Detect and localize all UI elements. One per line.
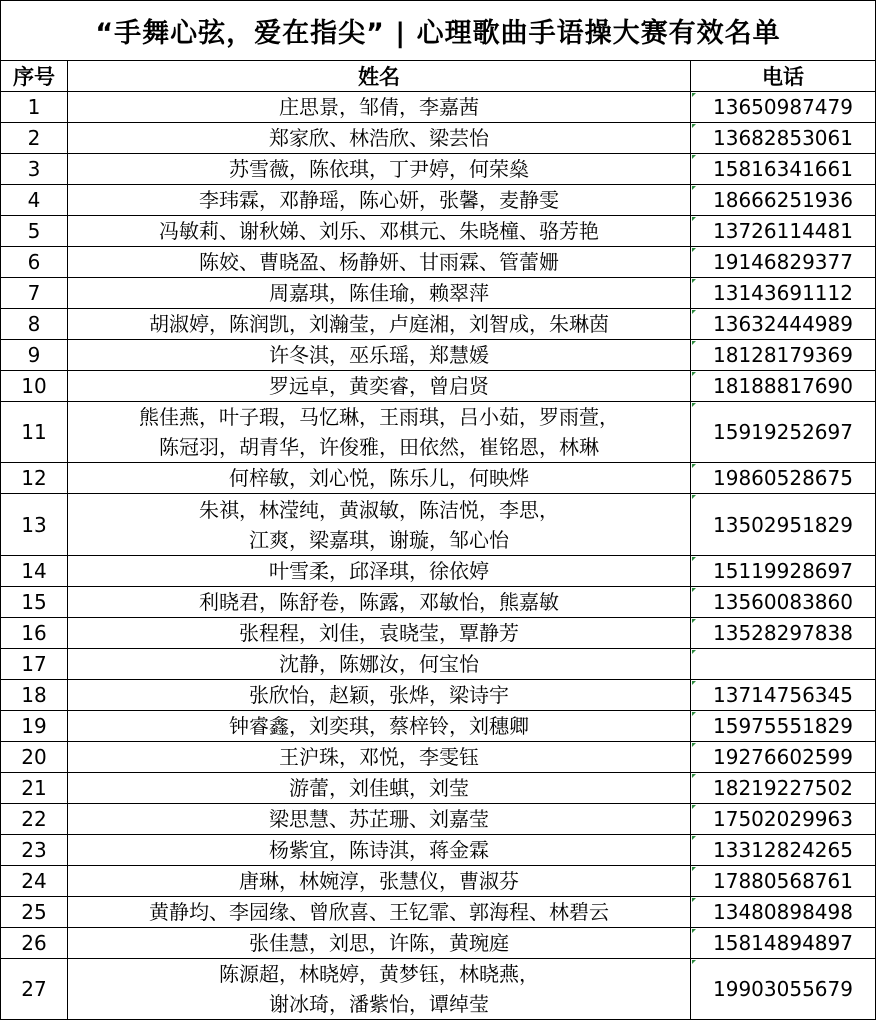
row-index: 6 [1,247,68,278]
row-phone: 19860528675 [691,463,876,494]
title-row [1,1,876,61]
row-index: 27 [1,959,68,1020]
row-names: 冯敏莉、谢秋娣、刘乐、邓棋元、朱晓橦、骆芳艳 [68,216,691,247]
column-header-index: 序号 [1,61,68,92]
row-phone: 15919252697 [691,402,876,463]
row-phone: 13502951829 [691,494,876,556]
row-phone: 17502029963 [691,804,876,835]
row-index: 11 [1,402,68,463]
row-names: 利晓君，陈舒卷，陈露，邓敏怡，熊嘉敏 [68,587,691,618]
row-names: 朱祺，林滢纯，黄淑敏，陈洁悦，李思， 江爽，梁嘉琪，谢璇，邹心怡 [68,494,691,556]
row-phone: 17880568761 [691,866,876,897]
row-names: 陈姣、曹晓盈、杨静妍、甘雨霖、管蕾姗 [68,247,691,278]
row-index: 26 [1,928,68,959]
row-names: 张佳慧，刘思，许陈，黄琬庭 [68,928,691,959]
table-row [1,185,876,216]
roster-table-body [1,1,876,1020]
row-phone: 13632444989 [691,309,876,340]
row-index: 13 [1,494,68,556]
row-names: 周嘉琪，陈佳瑜，赖翠萍 [68,278,691,309]
row-index: 22 [1,804,68,835]
row-phone: 19146829377 [691,247,876,278]
row-phone: 18128179369 [691,340,876,371]
row-index: 24 [1,866,68,897]
table-row [1,123,876,154]
row-index: 2 [1,123,68,154]
row-index: 7 [1,278,68,309]
row-index: 19 [1,711,68,742]
table-row [1,680,876,711]
row-index: 9 [1,340,68,371]
row-phone: 13682853061 [691,123,876,154]
row-phone: 19276602599 [691,742,876,773]
table-row [1,928,876,959]
row-phone: 18188817690 [691,371,876,402]
table-row [1,959,876,1020]
row-names: 何梓敏，刘心悦，陈乐儿，何映烨 [68,463,691,494]
row-phone: 13528297838 [691,618,876,649]
row-names: 许冬淇，巫乐瑶，郑慧媛 [68,340,691,371]
table-row [1,154,876,185]
table-row [1,494,876,556]
table-row [1,773,876,804]
table-row [1,556,876,587]
table-row [1,835,876,866]
row-index: 21 [1,773,68,804]
table-row [1,216,876,247]
table-row [1,897,876,928]
row-names: 陈源超，林晓婷，黄梦钰，林晓燕， 谢冰琦，潘紫怡，谭绰莹 [68,959,691,1020]
row-phone: 13312824265 [691,835,876,866]
row-names: 张程程，刘佳，袁晓莹，覃静芳 [68,618,691,649]
row-index: 15 [1,587,68,618]
table-row [1,649,876,680]
row-names: 杨紫宜，陈诗淇，蒋金霖 [68,835,691,866]
row-phone: 15975551829 [691,711,876,742]
row-phone: 15814894897 [691,928,876,959]
row-names: 胡淑婷，陈润凯，刘瀚莹，卢庭湘，刘智成，朱琳茵 [68,309,691,340]
row-names: 张欣怡，赵颖，张烨，梁诗宇 [68,680,691,711]
row-phone: 13726114481 [691,216,876,247]
row-index: 8 [1,309,68,340]
table-row [1,742,876,773]
row-names: 王沪珠，邓悦，李雯钰 [68,742,691,773]
row-index: 10 [1,371,68,402]
table-row [1,618,876,649]
row-names: 梁思慧、苏芷珊、刘嘉莹 [68,804,691,835]
row-names: 李玮霖，邓静瑶，陈心妍，张馨，麦静雯 [68,185,691,216]
row-names: 苏雪薇，陈依琪，丁尹婷，何荣燊 [68,154,691,185]
row-phone: 15119928697 [691,556,876,587]
row-phone: 13650987479 [691,92,876,123]
table-row [1,402,876,463]
row-names: 游蕾，刘佳蜞，刘莹 [68,773,691,804]
table-row [1,711,876,742]
row-index: 3 [1,154,68,185]
row-phone: 13480898498 [691,897,876,928]
column-header-phone: 电话 [691,61,876,92]
table-row [1,804,876,835]
row-index: 17 [1,649,68,680]
table-row [1,247,876,278]
row-index: 16 [1,618,68,649]
row-phone: 18666251936 [691,185,876,216]
table-row [1,278,876,309]
row-names: 黄静均、李园缘、曾欣喜、王钇霏、郭海程、林碧云 [68,897,691,928]
header-row [1,61,876,92]
row-names: 罗远卓，黄奕睿，曾启贤 [68,371,691,402]
column-header-names: 姓名 [68,61,691,92]
row-index: 14 [1,556,68,587]
table-row [1,866,876,897]
row-index: 1 [1,92,68,123]
table-row [1,371,876,402]
row-phone: 15816341661 [691,154,876,185]
row-index: 4 [1,185,68,216]
table-row [1,309,876,340]
row-index: 12 [1,463,68,494]
row-index: 23 [1,835,68,866]
table-row [1,340,876,371]
row-names: 唐琳，林婉淳，张慧仪，曹淑芬 [68,866,691,897]
row-names: 郑家欣、林浩欣、梁芸怡 [68,123,691,154]
table-row [1,587,876,618]
row-phone [691,649,876,680]
row-index: 5 [1,216,68,247]
row-index: 18 [1,680,68,711]
row-index: 25 [1,897,68,928]
table-row [1,92,876,123]
row-index: 20 [1,742,68,773]
row-names: 叶雪柔，邱泽琪，徐依婷 [68,556,691,587]
sheet-title: “手舞心弦，爱在指尖” | 心理歌曲手语操大赛有效名单 [1,1,876,61]
row-phone: 13560083860 [691,587,876,618]
row-names: 沈静，陈娜汝，何宝怡 [68,649,691,680]
row-phone: 18219227502 [691,773,876,804]
row-names: 庄思景，邹倩，李嘉茜 [68,92,691,123]
row-phone: 13143691112 [691,278,876,309]
row-names: 钟睿鑫，刘奕琪，蔡梓铃，刘穗卿 [68,711,691,742]
row-phone: 19903055679 [691,959,876,1020]
row-names: 熊佳燕，叶子瑕，马忆琳，王雨琪，吕小茹，罗雨萱， 陈冠羽，胡青华，许俊雅，田依然，崔铭恩，林琳 [68,402,691,463]
table-row [1,463,876,494]
row-phone: 13714756345 [691,680,876,711]
